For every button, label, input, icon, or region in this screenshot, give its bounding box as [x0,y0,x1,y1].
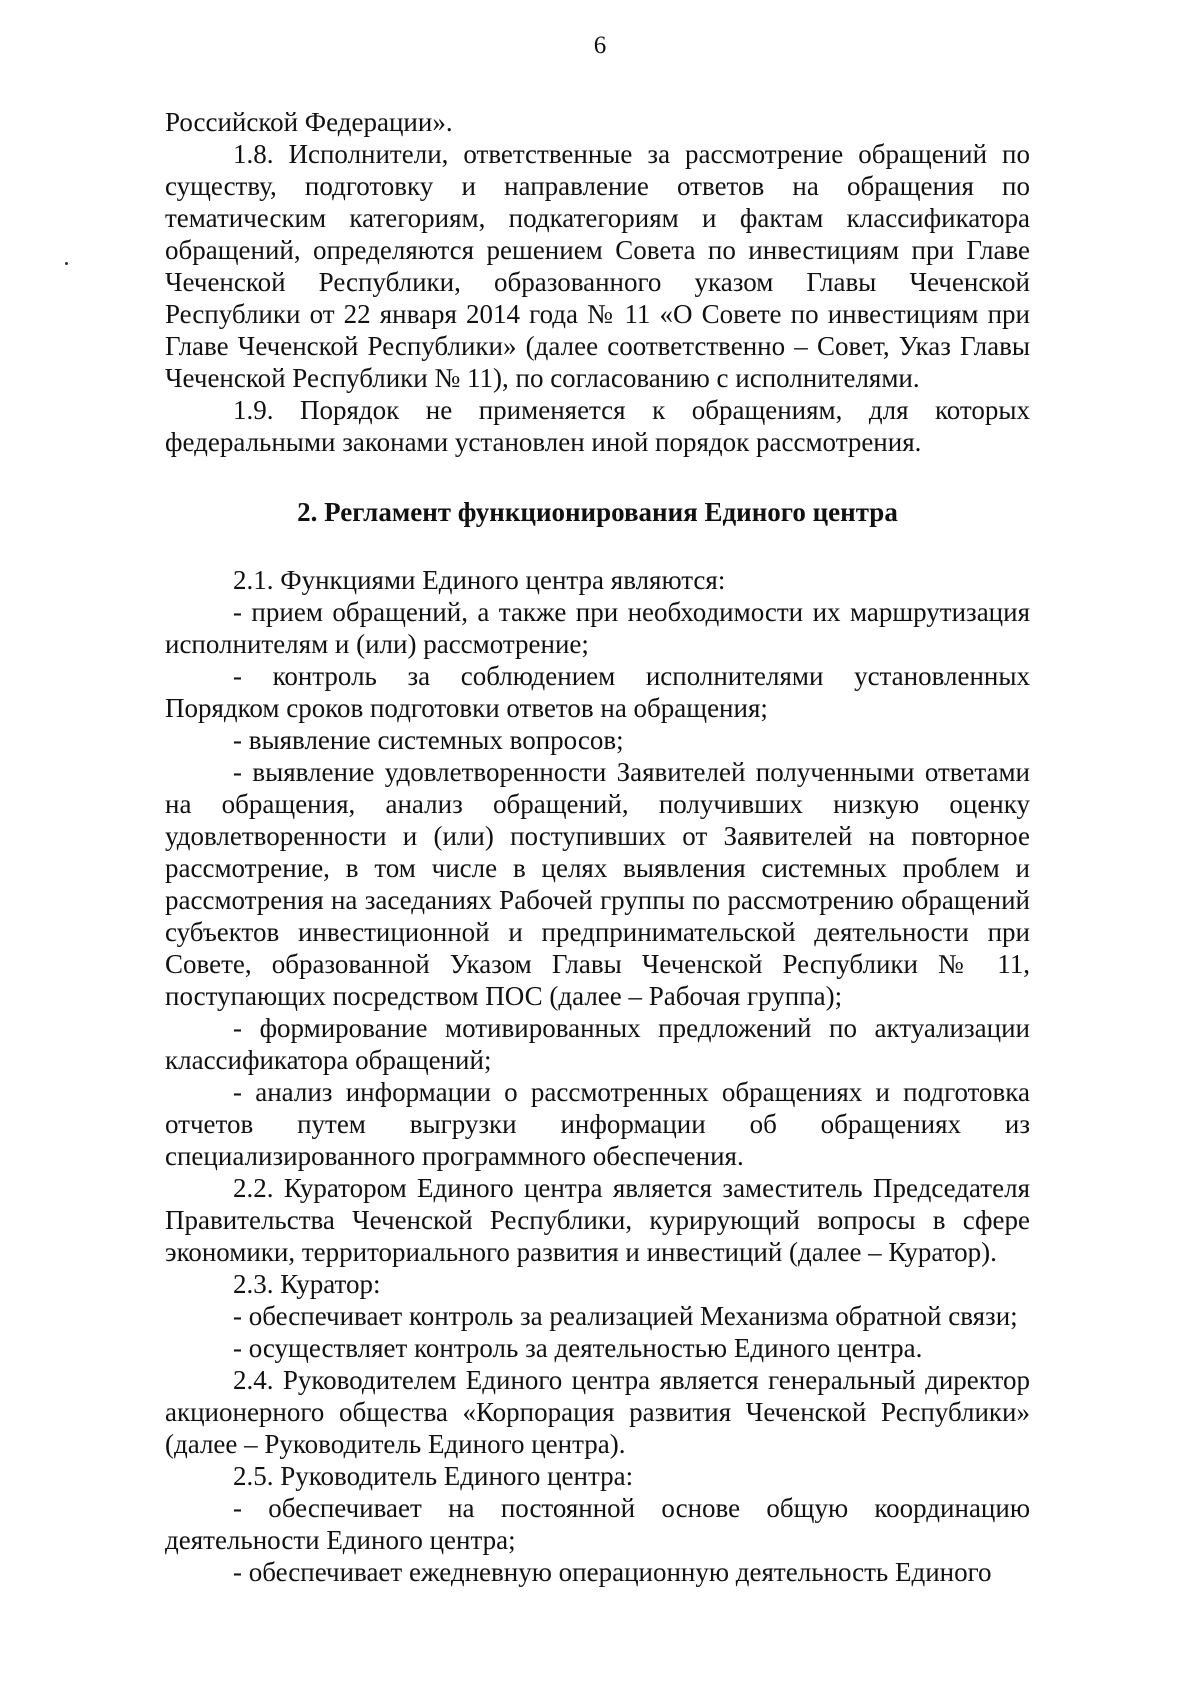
list-item: - формирование мотивированных предложений по актуализации классификатора обращений; [165,1013,1030,1075]
document-body [165,106,1030,1588]
paragraph: 2.3. Куратор: [233,1269,381,1299]
list-item: - анализ информации о рассмотренных обращениях и подготовка отчетов путем выгрузки информации об обращениях из специализированного программного обеспечения. [165,1077,1030,1171]
list-item: - обеспечивает контроль за реализацией Механизма обратной связи; [233,1301,1018,1331]
paragraph: 2.2. Куратором Единого центра является заместитель Председателя Правительства Чеченской Республики, курирующий вопросы в сфере экономики, территориального развития и инвестиций (далее – Куратор). [165,1173,1030,1267]
list-item: - выявление системных вопросов; [233,725,624,755]
list-item: - обеспечивает на постоянной основе общую координацию деятельности Единого центра; [165,1493,1030,1555]
paragraph: Российской Федерации». [165,107,453,137]
list-item: - обеспечивает ежедневную операционную деятельность Единого [233,1557,992,1587]
list-item: - выявление удовлетворенности Заявителей полученными ответами на обращения, анализ обращений, получивших низкую оценку удовлетворенности и (или) поступивших от Заявителей на повторное рассмотрение, в том числе в целях выявления системных проблем и рассмотрения на заседаниях Рабочей группы по рассмотрению обращений субъектов инвестиционной и предпринимательской деятельности при Совете, образованной Указом Главы Чеченской Республики № 11, поступающих посредством ПОС (далее – Рабочая группа); [165,757,1030,1011]
section-heading: 2. Регламент функционирования Единого центра [297,497,898,527]
paragraph: 2.4. Руководителем Единого центра является генеральный директор акционерного общества «Корпорация развития Чеченской Республики» (далее – Руководитель Единого центра). [165,1365,1030,1459]
paragraph: 2.5. Руководитель Единого центра: [233,1461,634,1491]
page-number: 6 [593,32,607,59]
paragraph: 1.8. Исполнители, ответственные за рассмотрение обращений по существу, подготовку и направление ответов на обращения по тематическим категориям, подкатегориям и фактам классификатора обращений, определяются решением Совета по инвестициям при Главе Чеченской Республики, образованного указом Главы Чеченской Республики от 22 января 2014 года № 11 «О Совете по инвестициям при Главе Чеченской Республики» (далее соответственно – Совет, Указ Главы Чеченской Республики № 11), по согласованию с исполнителями. [165,139,1030,393]
scan-speck [65,262,68,265]
list-item: - контроль за соблюдением исполнителями установленных Порядком сроков подготовки ответов на обращения; [165,661,1030,723]
paragraph: 1.9. Порядок не применяется к обращениям, для которых федеральными законами установлен иной порядок рассмотрения. [165,395,1030,457]
list-item: - осуществляет контроль за деятельностью Единого центра. [233,1333,923,1363]
paragraph: 2.1. Функциями Единого центра являются: [233,565,726,595]
list-item: - прием обращений, а также при необходимости их маршрутизация исполнителям и (или) рассмотрение; [165,597,1030,659]
